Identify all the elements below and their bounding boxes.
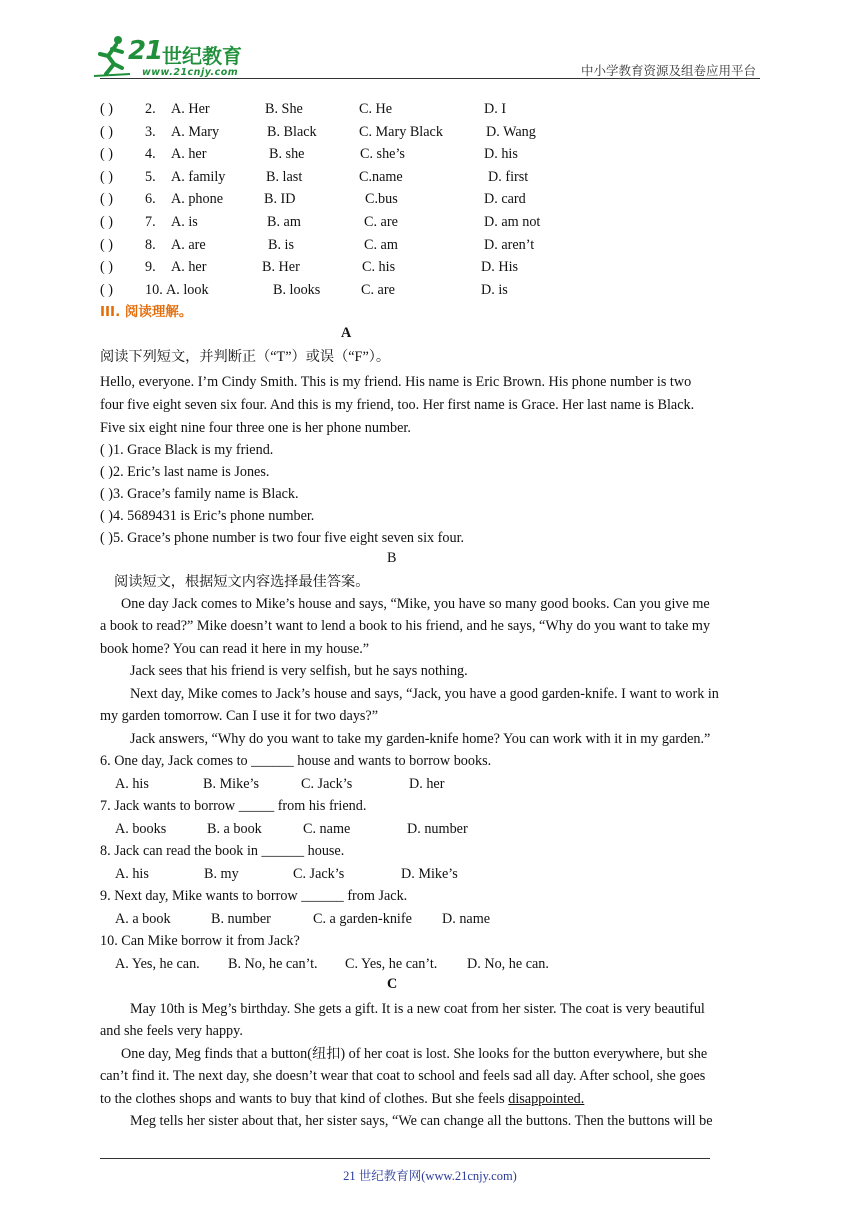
passage-a-label: A: [341, 325, 352, 341]
option-d: D. aren’t: [484, 236, 535, 253]
passage-b-line: a book to read?” Mike doesn’t want to lend a book to his friend, and he says, “Why do you want to take my: [100, 618, 711, 634]
question-number: 10.: [145, 281, 163, 298]
option-c: C.name: [359, 168, 403, 185]
option-d: D. name: [442, 910, 491, 927]
passage-b-line: Next day, Mike comes to Jack’s house and says, “Jack, you have a good garden-knife. I want to work in: [130, 686, 719, 702]
option-c: C.bus: [365, 191, 398, 208]
option-b: B. looks: [273, 281, 321, 298]
option-c: C. name: [303, 820, 351, 837]
question-number: 3.: [145, 123, 156, 140]
option-d: D. her: [409, 775, 445, 792]
option-b: B. is: [268, 236, 295, 253]
option-c: C. Jack’s: [293, 865, 345, 882]
header-divider: [100, 78, 760, 79]
site-logo: [92, 34, 262, 78]
question-number: 4.: [145, 146, 156, 163]
option-a: A. are: [171, 236, 206, 253]
passage-c-line: One day, Meg finds that a button(纽扣) of her coat is lost. She looks for the button everywhere, but she: [121, 1046, 708, 1062]
logo-text: 世纪教育: [162, 44, 242, 68]
logo-url: www.21cnjy.com: [142, 67, 239, 78]
answer-blank: ( ): [100, 191, 113, 208]
option-a: A. his: [115, 865, 149, 882]
option-b: B. Mike’s: [203, 775, 259, 792]
option-d: D. his: [484, 146, 518, 163]
option-a: A. look: [166, 281, 209, 298]
answer-blank: ( ): [100, 259, 113, 276]
question-number: 2.: [145, 101, 156, 117]
option-d: D. am not: [484, 214, 541, 230]
option-b: B. am: [267, 214, 301, 230]
passage-b-line: Jack answers, “Why do you want to take my garden-knife home? You can work with it in my garden.”: [130, 731, 711, 747]
option-a: A. Mary: [171, 123, 220, 140]
answer-blank: ( ): [100, 214, 113, 230]
answer-blank: ( ): [100, 146, 113, 163]
option-c: C. a garden-knife: [313, 910, 412, 927]
answer-blank: ( ): [100, 168, 113, 185]
option-d: D. His: [481, 259, 519, 276]
passage-b-label: B: [387, 550, 397, 566]
mcq-question: 6. One day, Jack comes to ______ house and wants to borrow books.: [100, 753, 492, 769]
header-platform-text: 中小学教育资源及组卷应用平台: [580, 64, 756, 78]
passage-c-line: can’t find it. The next day, she doesn’t wear that coat to school and feels sad all day. After school, she goes: [100, 1068, 706, 1084]
passage-b-line: book home? You can read it here in my house.”: [100, 641, 370, 657]
answer-blank: ( ): [100, 101, 113, 117]
option-d: D. Mike’s: [401, 865, 458, 882]
option-d: D. first: [488, 168, 529, 185]
passage-c-label: C: [387, 976, 398, 992]
mcq-question: 7. Jack wants to borrow _____ from his friend.: [100, 798, 367, 814]
option-a: A. phone: [171, 191, 224, 208]
tf-question: ( )3. Grace’s family name is Black.: [100, 486, 299, 502]
option-a: A. family: [171, 168, 226, 185]
option-c: C. Jack’s: [301, 775, 353, 792]
question-number: 5.: [145, 168, 156, 185]
passage-a-instruction: 阅读下列短文，并判断正（“T”）或误（“F”）。: [100, 349, 391, 365]
option-b: B. last: [266, 168, 303, 185]
option-b: B. She: [265, 101, 303, 117]
running-man-icon: [92, 34, 132, 78]
option-a: A. her: [171, 146, 207, 163]
option-c: C. she’s: [360, 146, 405, 163]
passage-c-text: to the clothes shops and wants to buy that kind of clothes. But she feels: [100, 1091, 509, 1107]
passage-b-line: Jack sees that his friend is very selfish, but he says nothing.: [130, 663, 468, 679]
option-d: D. number: [407, 820, 468, 837]
option-a: A. books: [115, 820, 167, 837]
question-number: 6.: [145, 191, 156, 208]
footer-divider: [100, 1158, 710, 1159]
option-b: B. Her: [262, 259, 300, 276]
option-d: D. card: [484, 191, 526, 208]
passage-a-line: Hello, everyone. I’m Cindy Smith. This is my friend. His name is Eric Brown. His phone number is two: [100, 374, 692, 390]
option-a: A. her: [171, 259, 207, 276]
footer-text: 21 世纪教育网(www.21cnjy.com): [343, 1169, 517, 1183]
option-a: A. Her: [171, 101, 210, 117]
option-b: B. No, he can’t.: [228, 955, 318, 972]
passage-c-line: May 10th is Meg’s birthday. She gets a gift. It is a new coat from her sister. The coat is very beautiful: [130, 1001, 705, 1017]
option-b: B. my: [204, 865, 239, 882]
option-a: A. is: [171, 214, 198, 230]
passage-a-line: four five eight seven six four. And this is my friend, too. Her first name is Grace. Her last name is Black.: [100, 397, 695, 413]
mcq-question: 10. Can Mike borrow it from Jack?: [100, 933, 300, 949]
question-number: 8.: [145, 236, 156, 253]
option-c: C. Mary Black: [359, 123, 443, 140]
answer-blank: ( ): [100, 123, 113, 140]
tf-question: ( )1. Grace Black is my friend.: [100, 442, 274, 458]
option-c: C. are: [361, 281, 395, 298]
question-number: 9.: [145, 259, 156, 276]
passage-b-instruction: 阅读短文，根据短文内容选择最佳答案。: [114, 574, 370, 590]
passage-a-line: Five six eight nine four three one is her phone number.: [100, 420, 411, 436]
option-c: C. his: [362, 259, 396, 276]
logo-number: 21: [128, 36, 163, 66]
option-d: D. is: [481, 281, 508, 298]
option-d: D. Wang: [486, 123, 536, 140]
option-b: B. ID: [264, 191, 296, 208]
option-c: C. are: [364, 214, 398, 230]
tf-question: ( )4. 5689431 is Eric’s phone number.: [100, 508, 315, 524]
answer-blank: ( ): [100, 236, 113, 253]
option-c: C. He: [359, 101, 393, 117]
option-b: B. a book: [207, 820, 262, 837]
passage-b-line: my garden tomorrow. Can I use it for two days?”: [100, 708, 379, 724]
passage-c-line: Meg tells her sister about that, her sister says, “We can change all the buttons. Then the buttons will be: [130, 1113, 713, 1129]
option-b: B. number: [211, 910, 271, 927]
passage-c-line: [100, 1089, 584, 1109]
tf-question: ( )5. Grace’s phone number is two four five eight seven six four.: [100, 530, 465, 546]
passage-b-line: One day Jack comes to Mike’s house and says, “Mike, you have so many good books. Can you give me: [121, 596, 710, 612]
option-a: A. a book: [115, 910, 171, 927]
answer-blank: ( ): [100, 281, 113, 298]
question-number: 7.: [145, 214, 156, 230]
option-b: B. she: [269, 146, 305, 163]
mcq-question: 9. Next day, Mike wants to borrow ______ from Jack.: [100, 888, 408, 904]
passage-c-line: and she feels very happy.: [100, 1023, 243, 1039]
mcq-question: 8. Jack can read the book in ______ house.: [100, 843, 345, 859]
option-d: D. I: [484, 101, 507, 117]
option-a: A. Yes, he can.: [115, 955, 200, 972]
tf-question: ( )2. Eric’s last name is Jones.: [100, 464, 270, 480]
option-c: C. Yes, he can’t.: [345, 955, 438, 972]
option-c: C. am: [364, 236, 398, 253]
option-d: D. No, he can.: [467, 955, 549, 972]
underlined-word: disappointed.: [508, 1091, 585, 1107]
option-a: A. his: [115, 775, 149, 792]
option-b: B. Black: [267, 123, 317, 140]
section-heading: III. 阅读理解。: [100, 304, 193, 320]
